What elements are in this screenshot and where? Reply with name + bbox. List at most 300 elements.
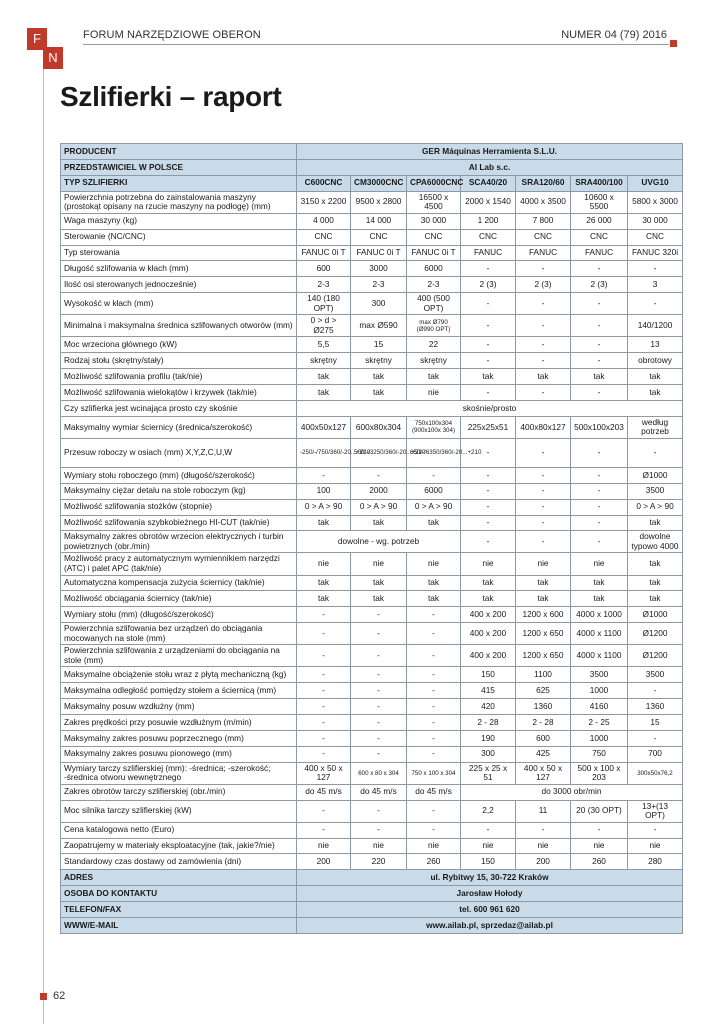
table-cell: tak — [297, 515, 351, 531]
table-cell: - — [461, 438, 516, 467]
table-cell: tak — [407, 591, 461, 607]
table-cell: 2 (3) — [461, 277, 516, 293]
table-cell: - — [461, 384, 516, 400]
table-cell: 150 — [461, 854, 516, 870]
table-cell: tak — [628, 553, 683, 575]
table-cell: 750 — [571, 746, 628, 762]
table-row — [61, 683, 683, 699]
table-cell: - — [407, 800, 461, 822]
table-row — [61, 353, 683, 369]
row-label: Waga maszyny (kg) — [61, 213, 297, 229]
table-row — [61, 369, 683, 385]
table-row — [61, 645, 683, 667]
table-cell: 400 x 200 — [461, 645, 516, 667]
table-cell: - — [297, 714, 351, 730]
table-cell: 2 - 25 — [571, 714, 628, 730]
table-cell: 4160 — [571, 699, 628, 715]
row-label: Cena katalogowa netto (Euro) — [61, 822, 297, 838]
table-cell: - — [571, 531, 628, 553]
table-cell: - — [351, 800, 407, 822]
table-cell: tak — [407, 575, 461, 591]
table-cell: FANUC 0i T — [297, 245, 351, 261]
table-row — [61, 384, 683, 400]
table-cell: - — [297, 800, 351, 822]
table-cell: 600 — [516, 730, 571, 746]
table-cell: - — [628, 438, 683, 467]
table-cell: tak — [297, 591, 351, 607]
row-label: Przesuw roboczy w osiach (mm) X,Y,Z,C,U,W — [61, 438, 297, 467]
table-cell: 13 — [628, 337, 683, 353]
table-cell: - — [516, 483, 571, 499]
table-cell: 300x50x76,2 — [628, 762, 683, 784]
table-cell: 3150 x 2200 — [297, 191, 351, 213]
table-row — [61, 467, 683, 483]
logo-n: N — [43, 47, 63, 69]
model-header: C600CNC — [297, 175, 351, 191]
table-row — [61, 784, 683, 800]
table-cell: - — [407, 822, 461, 838]
row-label: Minimalna i maksymalna średnica szlifowanych otworów (mm) — [61, 315, 297, 337]
contact-label: TELEFON/FAX — [61, 902, 297, 918]
page-square-icon — [40, 993, 47, 1000]
table-cell: 3500 — [628, 667, 683, 683]
table-cell: 420 — [461, 699, 516, 715]
table-cell: tak — [628, 369, 683, 385]
table-cell: do 45 m/s — [351, 784, 407, 800]
table-cell: tak — [461, 575, 516, 591]
table-cell: tak — [461, 369, 516, 385]
left-margin-line — [43, 69, 44, 1024]
table-row — [61, 400, 683, 416]
producer-row — [61, 144, 683, 160]
table-row — [61, 730, 683, 746]
row-label: Wymiary tarczy szlifierskiej (mm): -średnica; -szerokość; -średnica otworu wewnętrznego — [61, 762, 297, 784]
table-cell: 1200 x 650 — [516, 623, 571, 645]
table-cell: - — [461, 483, 516, 499]
header-divider — [83, 44, 669, 45]
table-cell: - — [407, 645, 461, 667]
table-cell: - — [461, 822, 516, 838]
table-cell: - — [516, 467, 571, 483]
table-cell: tak — [461, 591, 516, 607]
table-cell: CNC — [516, 229, 571, 245]
table-cell: nie — [351, 553, 407, 575]
table-cell: 15 — [351, 337, 407, 353]
table-cell: 15 — [628, 714, 683, 730]
table-cell: skrętny — [407, 353, 461, 369]
table-row — [61, 667, 683, 683]
table-cell: - — [461, 499, 516, 515]
table-cell: - — [571, 467, 628, 483]
row-label: Ilość osi sterowanych jednocześnie) — [61, 277, 297, 293]
row-label: Wymiary stołu roboczego (mm) (długość/szerokość) — [61, 467, 297, 483]
table-row — [61, 714, 683, 730]
table-cell: 750 x 100 x 304 — [407, 762, 461, 784]
type-label: TYP SZLIFIERKI — [61, 175, 297, 191]
table-cell: Ø1200 — [628, 645, 683, 667]
row-label: Moc wrzeciona głównego (kW) — [61, 337, 297, 353]
table-cell: 2-3 — [351, 277, 407, 293]
table-cell: - — [351, 714, 407, 730]
model-header: SRA400/100 — [571, 175, 628, 191]
table-row — [61, 515, 683, 531]
table-cell: 20 (30 OPT) — [571, 800, 628, 822]
table-cell: tak — [516, 575, 571, 591]
table-cell: max Ø590 — [351, 315, 407, 337]
table-cell: 6000 — [407, 261, 461, 277]
table-cell: 3000 — [351, 261, 407, 277]
table-cell: - — [571, 483, 628, 499]
table-cell: do 45 m/s — [407, 784, 461, 800]
table-cell: - — [516, 822, 571, 838]
table-cell: - — [297, 607, 351, 623]
table-cell: 1 200 — [461, 213, 516, 229]
table-cell: nie — [461, 838, 516, 854]
table-cell: nie — [297, 553, 351, 575]
row-label: Możliwość szlifowania wielokątów i krzywek (tak/nie) — [61, 384, 297, 400]
table-cell: - — [351, 607, 407, 623]
table-cell: - — [571, 822, 628, 838]
table-cell: - — [461, 467, 516, 483]
row-label: Możliwość szlifowania szybkobieżnego HI-CUT (tak/nie) — [61, 515, 297, 531]
model-header-row — [61, 175, 683, 191]
header-publication: FORUM NARZĘDZIOWE OBERON — [83, 29, 261, 41]
table-cell: 500/-/3250/360/-20...+210 — [351, 438, 407, 467]
table-row — [61, 591, 683, 607]
table-row — [61, 854, 683, 870]
table-row — [61, 822, 683, 838]
table-cell: 625 — [516, 683, 571, 699]
page-number: 62 — [53, 990, 66, 1002]
table-cell: nie — [516, 553, 571, 575]
table-cell: skrętny — [297, 353, 351, 369]
table-cell: - — [516, 261, 571, 277]
table-cell: - — [571, 337, 628, 353]
table-cell: - — [297, 822, 351, 838]
row-label: Zaopatrujemy w materiały eksploatacyjne (tak, jakie?/nie) — [61, 838, 297, 854]
table-cell: 3500 — [571, 667, 628, 683]
table-cell: - — [297, 683, 351, 699]
table-cell: CNC — [297, 229, 351, 245]
table-cell: CNC — [351, 229, 407, 245]
table-cell: tak — [628, 575, 683, 591]
model-header: SCA40/20 — [461, 175, 516, 191]
table-cell: - — [461, 515, 516, 531]
table-cell: 400 x 50 x 127 — [516, 762, 571, 784]
contact-value: ul. Rybitwy 15, 30-722 Kraków — [297, 870, 683, 886]
table-cell: - — [516, 384, 571, 400]
table-cell: - — [351, 645, 407, 667]
table-row — [61, 553, 683, 575]
table-row — [61, 245, 683, 261]
table-cell: 1100 — [516, 667, 571, 683]
table-cell: tak — [297, 384, 351, 400]
table-cell: 5800 x 3000 — [628, 191, 683, 213]
row-label: Maksymalna odległość pomiędzy stołem a ściernicą (mm) — [61, 683, 297, 699]
table-cell: - — [407, 746, 461, 762]
header-issue: NUMER 04 (79) 2016 — [561, 29, 667, 41]
row-label: Maksymalny zakres posuwu pionowego (mm) — [61, 746, 297, 762]
table-cell: 500 x 100 x 203 — [571, 762, 628, 784]
table-cell: nie — [407, 553, 461, 575]
contact-label: OSOBA DO KONTAKTU — [61, 886, 297, 902]
table-cell: 16500 x 4500 — [407, 191, 461, 213]
table-cell: 280 — [628, 854, 683, 870]
table-cell: - — [297, 645, 351, 667]
contact-row — [61, 902, 683, 918]
table-cell: - — [407, 467, 461, 483]
table-cell: nie — [351, 838, 407, 854]
row-label: Zakres obrotów tarczy szlifierskiej (obr./min) — [61, 784, 297, 800]
table-cell: 400 x 200 — [461, 607, 516, 623]
table-cell: FANUC — [571, 245, 628, 261]
table-cell: tak — [407, 369, 461, 385]
table-cell: max Ø790 (Ø990 OPT) — [407, 315, 461, 337]
row-label: Standardowy czas dostawy od zamówienia (dni) — [61, 854, 297, 870]
table-cell: 3500 — [628, 483, 683, 499]
table-cell: tak — [571, 591, 628, 607]
table-cell: 300 — [461, 746, 516, 762]
table-cell: 100 — [297, 483, 351, 499]
table-cell: 140 (180 OPT) — [297, 293, 351, 315]
table-cell: - — [571, 293, 628, 315]
table-row — [61, 762, 683, 784]
table-cell: 260 — [571, 854, 628, 870]
table-row — [61, 623, 683, 645]
merged-cell: do 3000 obr/min — [461, 784, 683, 800]
table-cell: - — [351, 667, 407, 683]
table-cell: - — [571, 261, 628, 277]
table-cell: tak — [297, 575, 351, 591]
table-row — [61, 293, 683, 315]
table-cell: 0 > A > 90 — [407, 499, 461, 515]
table-cell: 4000 x 1100 — [571, 623, 628, 645]
table-cell: - — [297, 746, 351, 762]
table-cell: 400 x 200 — [461, 623, 516, 645]
table-cell: tak — [571, 575, 628, 591]
table-cell: 11 — [516, 800, 571, 822]
table-cell: - — [407, 714, 461, 730]
table-cell: 5,5 — [297, 337, 351, 353]
representative-label: PRZEDSTAWICIEL W POLSCE — [61, 159, 297, 175]
table-cell: 425 — [516, 746, 571, 762]
table-cell: - — [297, 467, 351, 483]
table-cell: nie — [516, 838, 571, 854]
table-cell: 6000 — [407, 483, 461, 499]
table-row — [61, 191, 683, 213]
table-cell: CNC — [407, 229, 461, 245]
table-cell: 260 — [407, 854, 461, 870]
table-cell: - — [571, 499, 628, 515]
table-cell: 4000 x 1100 — [571, 645, 628, 667]
table-cell: 2000 x 1540 — [461, 191, 516, 213]
table-cell: - — [297, 623, 351, 645]
page-title: Szlifierki – raport — [60, 81, 282, 112]
table-row — [61, 416, 683, 438]
table-cell: 22 — [407, 337, 461, 353]
table-cell: skrętny — [351, 353, 407, 369]
table-cell: - — [461, 293, 516, 315]
representative-row — [61, 159, 683, 175]
row-label: Możliwość szlifowania profilu (tak/nie) — [61, 369, 297, 385]
row-label: Automatyczna kompensacja zużycia ściernicy (tak/nie) — [61, 575, 297, 591]
table-row — [61, 499, 683, 515]
table-cell: 400x50x127 — [297, 416, 351, 438]
table-row — [61, 438, 683, 467]
table-row — [61, 315, 683, 337]
table-cell: 3 — [628, 277, 683, 293]
table-cell: nie — [571, 553, 628, 575]
table-cell: 9500 x 2800 — [351, 191, 407, 213]
row-label: Powierzchnia szlifowania bez urządzeń do obciągania mocowanych na stole (mm) — [61, 623, 297, 645]
table-cell: tak — [351, 369, 407, 385]
table-cell: tak — [628, 591, 683, 607]
merged-cell: dowolne - wg. potrzeb — [297, 531, 461, 553]
table-cell: 13+(13 OPT) — [628, 800, 683, 822]
row-label: Moc silnika tarczy szlifierskiej (kW) — [61, 800, 297, 822]
table-cell: - — [297, 730, 351, 746]
table-cell: nie — [571, 838, 628, 854]
table-cell: tak — [297, 369, 351, 385]
table-cell: 2 (3) — [516, 277, 571, 293]
table-cell: tak — [516, 369, 571, 385]
table-row — [61, 261, 683, 277]
table-row — [61, 277, 683, 293]
row-label: Maksymalny wymiar ściernicy (średnica/szerokość) — [61, 416, 297, 438]
table-cell: 0 > A > 90 — [351, 499, 407, 515]
table-cell: według potrzeb — [628, 416, 683, 438]
table-cell: 1000 — [571, 683, 628, 699]
table-cell: 200 — [297, 854, 351, 870]
table-cell: 2 - 28 — [516, 714, 571, 730]
row-label: Długość szlifowania w kłach (mm) — [61, 261, 297, 277]
contact-value: tel. 600 961 620 — [297, 902, 683, 918]
table-cell: 2-3 — [297, 277, 351, 293]
table-cell: CNC — [571, 229, 628, 245]
table-cell: 4000 x 3500 — [516, 191, 571, 213]
table-cell: - — [461, 353, 516, 369]
table-cell: 0 > A > 90 — [628, 499, 683, 515]
table-cell: - — [297, 667, 351, 683]
table-cell: - — [516, 531, 571, 553]
table-row — [61, 229, 683, 245]
table-cell: 150 — [461, 667, 516, 683]
table-cell: 190 — [461, 730, 516, 746]
table-cell: tak — [407, 515, 461, 531]
table-cell: - — [571, 384, 628, 400]
table-cell: 10600 x 5500 — [571, 191, 628, 213]
row-label: Maksymalny zakres obrotów wrzecion elektrycznych i turbin powietrznych (obr./min) — [61, 531, 297, 553]
merged-cell: skośnie/prosto — [297, 400, 683, 416]
table-row — [61, 746, 683, 762]
contact-row — [61, 918, 683, 934]
table-cell: - — [628, 261, 683, 277]
table-cell: tak — [351, 575, 407, 591]
model-header: CM3000CNC — [351, 175, 407, 191]
table-cell: FANUC 0i T — [351, 245, 407, 261]
table-cell: FANUC — [516, 245, 571, 261]
spec-table — [60, 143, 683, 934]
row-label: Powierzchnia szlifowania z urządzeniami do obciągania na stole (mm) — [61, 645, 297, 667]
table-cell: 2,2 — [461, 800, 516, 822]
row-label: Wysokość w kłach (mm) — [61, 293, 297, 315]
table-cell: - — [351, 467, 407, 483]
table-cell: - — [628, 730, 683, 746]
model-header: CPA6000CNC — [407, 175, 461, 191]
table-cell: FANUC 0i T — [407, 245, 461, 261]
contact-row — [61, 886, 683, 902]
table-cell: - — [407, 683, 461, 699]
table-cell: - — [516, 315, 571, 337]
table-cell: - — [407, 667, 461, 683]
table-cell: - — [351, 822, 407, 838]
table-cell: - — [461, 531, 516, 553]
table-cell: Ø1000 — [628, 467, 683, 483]
table-cell: 700 — [628, 746, 683, 762]
table-cell: 30 000 — [407, 213, 461, 229]
table-cell: 4000 x 1000 — [571, 607, 628, 623]
table-row — [61, 337, 683, 353]
table-cell: FANUC 320i — [628, 245, 683, 261]
row-label: Możliwość obciągania ściernicy (tak/nie) — [61, 591, 297, 607]
table-cell: nie — [297, 838, 351, 854]
table-cell: 26 000 — [571, 213, 628, 229]
table-row — [61, 575, 683, 591]
table-cell: 0 > A > 90 — [297, 499, 351, 515]
table-cell: - — [516, 293, 571, 315]
table-row — [61, 531, 683, 553]
contact-label: ADRES — [61, 870, 297, 886]
table-cell: tak — [516, 591, 571, 607]
table-cell: 4 000 — [297, 213, 351, 229]
table-cell: - — [351, 746, 407, 762]
table-cell: 650/-/6350/360/-20...+210 — [407, 438, 461, 467]
table-cell: nie — [628, 838, 683, 854]
table-cell: 400 (500 OPT) — [407, 293, 461, 315]
table-row — [61, 213, 683, 229]
contact-value: www.ailab.pl, sprzedaz@ailab.pl — [297, 918, 683, 934]
table-cell: tak — [628, 515, 683, 531]
table-cell: - — [351, 683, 407, 699]
table-cell: tak — [351, 384, 407, 400]
table-cell: 600 — [297, 261, 351, 277]
table-cell: 600x80x304 — [351, 416, 407, 438]
table-cell: - — [571, 438, 628, 467]
row-label: Powierzchnia potrzebna do zainstalowania maszyny (prostokąt opisany na rzucie maszyny na podłogę) (mm) — [61, 191, 297, 213]
table-cell: - — [461, 261, 516, 277]
table-cell: - — [461, 337, 516, 353]
table-cell: 2 - 28 — [461, 714, 516, 730]
table-cell: 1200 x 650 — [516, 645, 571, 667]
row-label: Maksymalny zakres posuwu poprzecznego (mm) — [61, 730, 297, 746]
table-cell: Ø1200 — [628, 623, 683, 645]
producer-label: PRODUCENT — [61, 144, 297, 160]
table-cell: 2000 — [351, 483, 407, 499]
table-cell: 400x80x127 — [516, 416, 571, 438]
table-cell: - — [628, 822, 683, 838]
table-cell: 750x100x304 (900x100x 304) — [407, 416, 461, 438]
table-cell: 1200 x 600 — [516, 607, 571, 623]
table-cell: 200 — [516, 854, 571, 870]
table-cell: nie — [461, 553, 516, 575]
table-cell: - — [351, 623, 407, 645]
table-cell: FANUC — [461, 245, 516, 261]
table-cell: - — [516, 515, 571, 531]
table-cell: 1360 — [628, 699, 683, 715]
header-square-icon — [670, 40, 677, 47]
logo-f: F — [27, 28, 47, 50]
model-header: UVG10 — [628, 175, 683, 191]
